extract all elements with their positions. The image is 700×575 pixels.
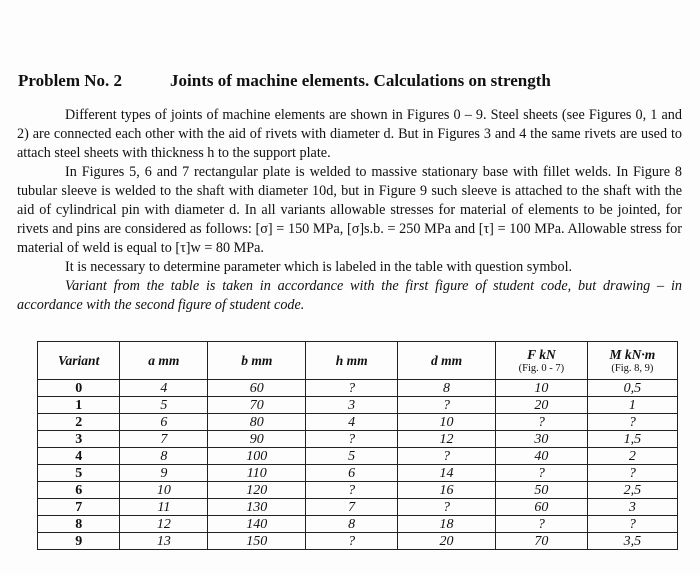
paragraph-1: Different types of joints of machine elements are shown in Figures 0 – 9. Steel sheets (see Figures 0, 1 and 2) are connected each other with the aid of rivets with diameter d. But in Figures 3 and 4 the same rivets are used to attach steel sheets with thickness h to the support plate. (17, 107, 682, 161)
cell-b: 90 (208, 431, 306, 448)
cell-m: 3 (587, 499, 677, 516)
cell-a: 12 (120, 516, 208, 533)
cell-a: 13 (120, 533, 208, 550)
cell-a: 7 (120, 431, 208, 448)
paragraph-2: In Figures 5, 6 and 7 rectangular plate is welded to massive stationary base with fillet welds. In Figure 8 tubular sleeve is welded to the shaft with diameter 10d, but in Figure 9 such sleeve is attached to the shaft with the aid of cylindrical pin with diameter d. In all variants allowable stresses for material of elements to be jointed, for rivets and pins are considered as follows: [σ] = 150 MPa, [σ]s.b. = 250 MPa and [τ] = 100 MPa. Allowable stress for material of weld is equal to [τ]w = 80 MPa. (17, 164, 682, 256)
table-row (38, 397, 678, 414)
header-f (495, 342, 587, 380)
cell-h: 6 (306, 465, 398, 482)
cell-h: 7 (306, 499, 398, 516)
cell-variant: 3 (38, 431, 120, 448)
cell-m: 2,5 (587, 482, 677, 499)
table-row (38, 448, 678, 465)
cell-m: ? (587, 465, 677, 482)
cell-variant: 0 (38, 380, 120, 397)
cell-b: 70 (208, 397, 306, 414)
cell-m: ? (587, 414, 677, 431)
cell-m: 3,5 (587, 533, 677, 550)
table-row (38, 380, 678, 397)
cell-b: 80 (208, 414, 306, 431)
cell-f: 10 (495, 380, 587, 397)
cell-b: 110 (208, 465, 306, 482)
header-m-label: M kN·m (609, 346, 656, 362)
table-row (38, 414, 678, 431)
cell-b: 140 (208, 516, 306, 533)
table-row (38, 533, 678, 550)
cell-d: 12 (398, 431, 496, 448)
cell-b: 120 (208, 482, 306, 499)
cell-a: 10 (120, 482, 208, 499)
header-m-note: (Fig. 8, 9) (611, 362, 654, 374)
cell-d: 16 (398, 482, 496, 499)
cell-variant: 1 (38, 397, 120, 414)
header-f-label: F kN (527, 346, 556, 362)
cell-a: 8 (120, 448, 208, 465)
cell-a: 4 (120, 380, 208, 397)
cell-d: 20 (398, 533, 496, 550)
cell-d: 8 (398, 380, 496, 397)
cell-f: 30 (495, 431, 587, 448)
table-row (38, 482, 678, 499)
cell-a: 11 (120, 499, 208, 516)
cell-m: 0,5 (587, 380, 677, 397)
cell-variant: 7 (38, 499, 120, 516)
table-row (38, 516, 678, 533)
cell-b: 100 (208, 448, 306, 465)
problem-title (18, 71, 551, 91)
cell-b: 130 (208, 499, 306, 516)
cell-f: 20 (495, 397, 587, 414)
cell-h: ? (306, 533, 398, 550)
cell-h: ? (306, 482, 398, 499)
table-row (38, 465, 678, 482)
problem-text (17, 106, 682, 315)
cell-variant: 8 (38, 516, 120, 533)
table-header-row (38, 342, 678, 380)
cell-h: ? (306, 380, 398, 397)
cell-variant: 9 (38, 533, 120, 550)
cell-m: ? (587, 516, 677, 533)
cell-h: 3 (306, 397, 398, 414)
paragraph-3: It is necessary to determine parameter which is labeled in the table with question symbol. (65, 259, 573, 275)
table-body (38, 380, 678, 550)
cell-m: 2 (587, 448, 677, 465)
header-m (587, 342, 677, 380)
header-h: h mm (306, 342, 398, 380)
table-row (38, 431, 678, 448)
table-row (38, 499, 678, 516)
cell-f: ? (495, 465, 587, 482)
cell-b: 150 (208, 533, 306, 550)
header-b: b mm (208, 342, 306, 380)
cell-variant: 5 (38, 465, 120, 482)
cell-d: ? (398, 397, 496, 414)
problem-number: Problem No. 2 (18, 71, 123, 90)
header-variant: Variant (38, 342, 120, 380)
cell-f: 70 (495, 533, 587, 550)
cell-d: 18 (398, 516, 496, 533)
variants-table (37, 341, 678, 550)
cell-variant: 6 (38, 482, 120, 499)
cell-d: 14 (398, 465, 496, 482)
header-f-note: (Fig. 0 - 7) (518, 362, 565, 374)
cell-d: 10 (398, 414, 496, 431)
cell-variant: 2 (38, 414, 120, 431)
cell-f: ? (495, 414, 587, 431)
cell-d: ? (398, 499, 496, 516)
cell-b: 60 (208, 380, 306, 397)
cell-h: 8 (306, 516, 398, 533)
cell-h: 5 (306, 448, 398, 465)
cell-variant: 4 (38, 448, 120, 465)
cell-f: 40 (495, 448, 587, 465)
cell-h: 4 (306, 414, 398, 431)
cell-f: 60 (495, 499, 587, 516)
cell-a: 9 (120, 465, 208, 482)
cell-h: ? (306, 431, 398, 448)
cell-d: ? (398, 448, 496, 465)
cell-f: 50 (495, 482, 587, 499)
header-d: d mm (398, 342, 496, 380)
problem-heading: Joints of machine elements. Calculations on strength (170, 71, 551, 90)
paragraph-4: Variant from the table is taken in accordance with the first figure of student code, but drawing – in accordance with the second figure of student code. (17, 278, 682, 313)
cell-m: 1 (587, 397, 677, 414)
cell-a: 5 (120, 397, 208, 414)
cell-f: ? (495, 516, 587, 533)
cell-a: 6 (120, 414, 208, 431)
cell-m: 1,5 (587, 431, 677, 448)
header-a: a mm (120, 342, 208, 380)
